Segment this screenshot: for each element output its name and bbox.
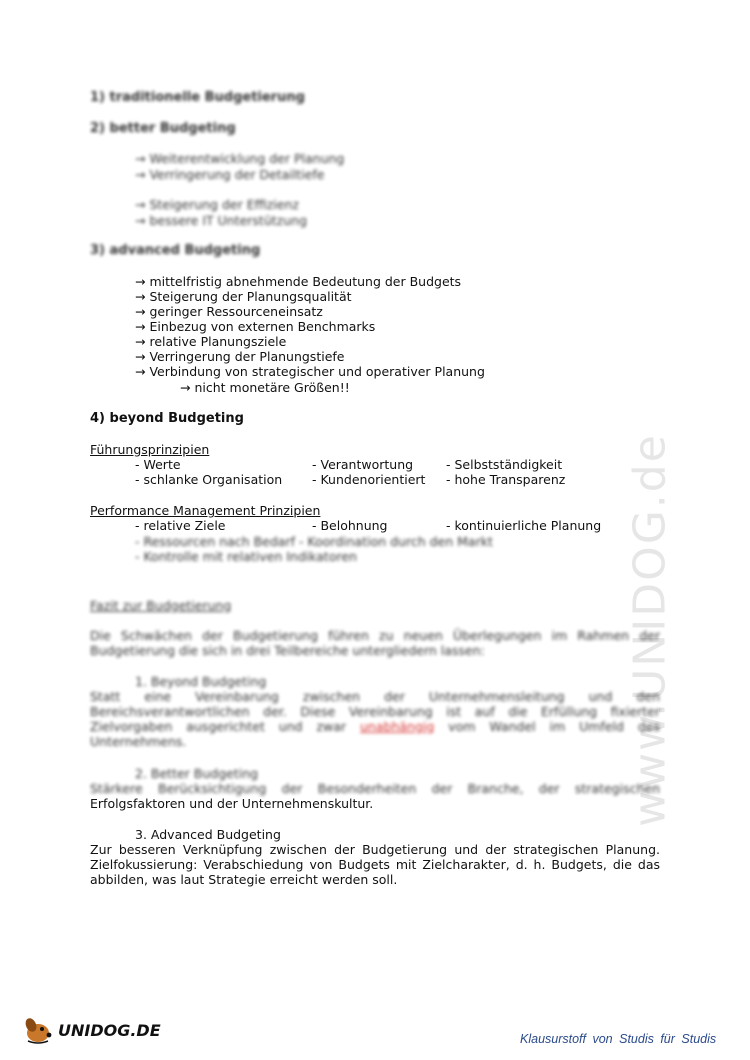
fazit-p1-text: Statt eine Vereinbarung zwischen der Unternehmensleitung und den Bereichsverantwortlichen der. Diese Vereinbarung ist auf die Erfüllung fixierter Zielvorgaben ausgerichtet und zwar unabhängig vom Wandel im Umfeld des Unternehmens. — [90, 689, 660, 749]
fuehrung-cell: - Werte — [135, 457, 181, 472]
s2-item: → Weiterentwicklung der Planung — [135, 151, 344, 166]
s2-item: → Verringerung der Detailtiefe — [135, 167, 324, 182]
s3-item: → Einbezug von externen Benchmarks — [135, 319, 375, 334]
s2-item: → Steigerung der Effizienz — [135, 197, 299, 212]
fazit-p3-title: 3. Advanced Budgeting — [135, 827, 281, 842]
fuehrung-cell: - Kundenorientiert — [312, 472, 426, 487]
logo-text: UNIDOG.DE — [58, 1020, 161, 1040]
fazit-p2-title: 2. Better Budgeting — [135, 766, 259, 781]
fuehrung-cell: - hohe Transparenz — [446, 472, 566, 487]
unidog-logo — [22, 1015, 161, 1045]
s3-item: → mittelfristig abnehmende Bedeutung der Budgets — [135, 274, 461, 289]
s3-item: → Verbindung von strategischer und operativer Planung — [135, 364, 485, 379]
performance-cell: - Belohnung — [312, 518, 388, 533]
fuehrung-cell: - schlanke Organisation — [135, 472, 283, 487]
dog-icon — [22, 1015, 56, 1045]
section-1-title: 1) traditionelle Budgetierung — [90, 90, 305, 105]
section-3-title: 3) advanced Budgeting — [90, 243, 261, 258]
s3-item: → Steigerung der Planungsqualität — [135, 289, 352, 304]
s3-item: → Verringerung der Planungstiefe — [135, 349, 344, 364]
fazit-p3-text: Zur besseren Verknüpfung zwischen der Budgetierung und der strategischen Planung. Zielfokussierung: Verabschiedung von Budgets mit Zielcharakter, d. h. Budgets, die das abbilden, was laut Strategie erreicht werden soll. — [90, 842, 660, 887]
s3-item: → relative Planungsziele — [135, 334, 286, 349]
fazit-title: Fazit zur Budgetierung — [90, 598, 232, 613]
performance-cell: - kontinuierliche Planung — [446, 518, 602, 533]
section-2-title: 2) better Budgeting — [90, 121, 236, 136]
performance-cell: - relative Ziele — [135, 518, 226, 533]
fazit-p1-title: 1. Beyond Budgeting — [135, 674, 267, 689]
fazit-p2-text-a: Stärkere Berücksichtigung der Besonderheiten der Branche, der strategischen — [90, 781, 660, 796]
performance-title: Performance Management Prinzipien — [90, 503, 321, 518]
section-4-title: 4) beyond Budgeting — [90, 411, 244, 426]
fazit-intro: Die Schwächen der Budgetierung führen zu neuen Überlegungen im Rahmen der Budgetierung die sich in drei Teilbereiche untergliedern lassen: — [90, 628, 660, 658]
performance-row: - Ressourcen nach Bedarf - Koordination durch den Markt — [135, 534, 493, 549]
s3-item: → geringer Ressourceneinsatz — [135, 304, 323, 319]
s3-subitem: → nicht monetäre Größen!! — [180, 380, 350, 395]
watermark: www.UNIDOG.de — [624, 433, 676, 827]
fazit-p2-text-b: Erfolgsfaktoren und der Unternehmenskultur. — [90, 796, 374, 811]
fuehrung-cell: - Selbstständigkeit — [446, 457, 563, 472]
fuehrung-cell: - Verantwortung — [312, 457, 414, 472]
performance-row: - Kontrolle mit relativen Indikatoren — [135, 549, 357, 564]
fuehrung-title: Führungsprinzipien — [90, 442, 210, 457]
s2-item: → bessere IT Unterstützung — [135, 213, 307, 228]
footer-tagline: Klausurstoff von Studis für Studis — [520, 1032, 717, 1046]
